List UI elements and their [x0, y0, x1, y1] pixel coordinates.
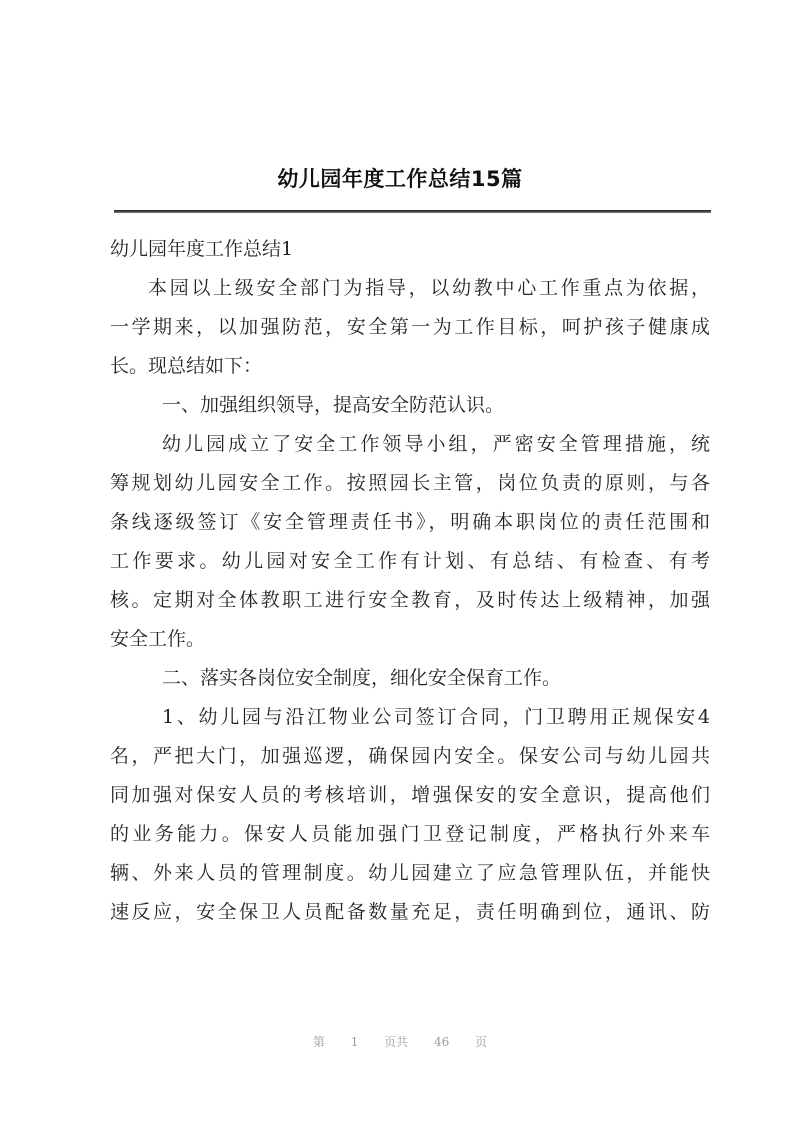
paragraph-line: 1、幼儿园与沿江物业公司签订合同，门卫聘用正规保安4	[162, 706, 710, 728]
document-title: 幼儿园年度工作总结15篇	[277, 167, 523, 191]
subsection-heading-1: 一、加强组织领导，提高安全防范认识。	[162, 394, 505, 416]
paragraph-line: 条线逐级签订《安全管理责任书》，明确本职岗位的责任范围和	[110, 511, 710, 533]
total-pages: 46	[434, 1035, 450, 1049]
subsection-heading-2: 二、落实各岗位安全制度，细化安全保育工作。	[162, 667, 562, 689]
document-body	[110, 230, 710, 932]
page-footer	[0, 1033, 800, 1050]
paragraph-line: 速反应，安全保卫人员配备数量充足，责任明确到位，通讯、防	[110, 901, 710, 923]
paragraph-security	[110, 698, 710, 932]
paragraph-line: 筹规划幼儿园安全工作。按照园长主管，岗位负责的原则，与各	[110, 472, 710, 494]
current-page-number: 1	[350, 1035, 359, 1049]
paragraph-line: 核。定期对全体教职工进行安全教育，及时传达上级精神，加强	[110, 589, 710, 611]
paragraph-line: 的业务能力。保安人员能加强门卫登记制度，严格执行外来车	[110, 823, 710, 845]
paragraph-line: 一学期来，以加强防范，安全第一为工作目标，呵护孩子健康成	[110, 316, 710, 338]
title-divider	[114, 210, 711, 213]
paragraph-line: 长。现总结如下：	[110, 355, 263, 377]
paragraph-line: 幼儿园成立了安全工作领导小组，严密安全管理措施，统	[162, 433, 710, 455]
paragraph-intro	[110, 269, 710, 386]
paragraph-line: 同加强对保安人员的考核培训，增强保安的安全意识，提高他们	[110, 784, 710, 806]
page-prefix: 第	[312, 1035, 325, 1049]
paragraph-line: 安全工作。	[110, 628, 206, 650]
page-suffix: 页	[475, 1035, 488, 1049]
page-mid: 页共	[384, 1035, 409, 1049]
paragraph-line: 辆、外来人员的管理制度。幼儿园建立了应急管理队伍，并能快	[110, 862, 710, 884]
paragraph-organization	[110, 425, 710, 659]
paragraph-line: 本园以上级安全部门为指导，以幼教中心工作重点为依据，	[148, 277, 710, 299]
paragraph-line: 工作要求。幼儿园对安全工作有计划、有总结、有检查、有考	[110, 550, 710, 572]
section-title: 幼儿园年度工作总结1	[110, 238, 294, 260]
paragraph-line: 名，严把大门，加强巡逻，确保园内安全。保安公司与幼儿园共	[110, 745, 710, 767]
